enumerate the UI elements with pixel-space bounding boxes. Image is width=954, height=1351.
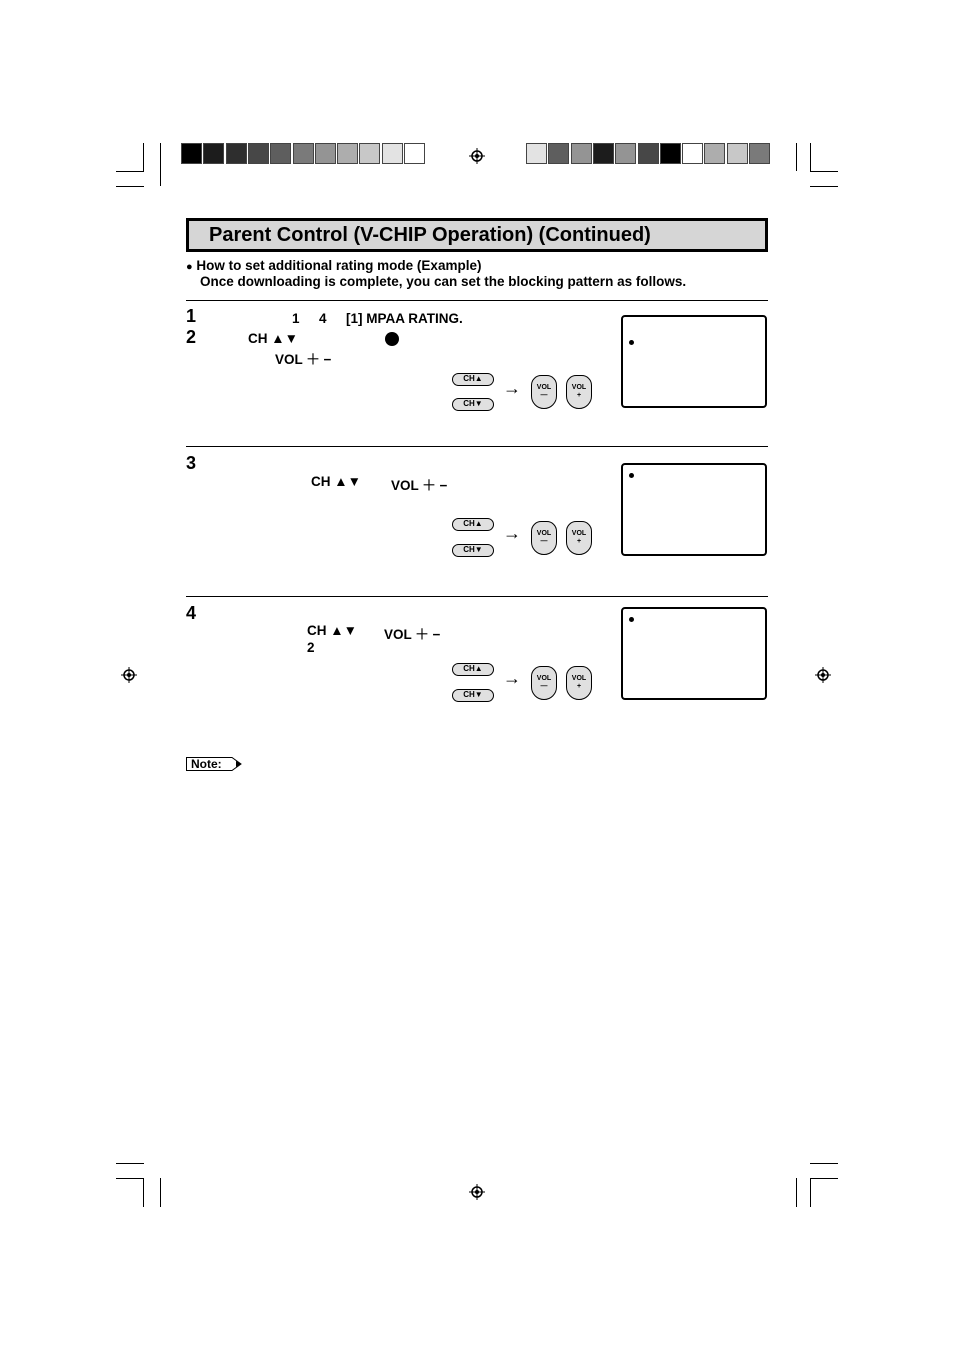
bullet-icon xyxy=(629,340,634,345)
vol-plus-button[interactable] xyxy=(566,521,592,555)
black-dot-icon xyxy=(385,332,399,346)
minus-icon: — xyxy=(540,392,548,399)
page-title: Parent Control (V-CHIP Operation) (Continued) xyxy=(209,224,651,246)
color-swatch xyxy=(404,143,425,164)
right-arrow-icon: → xyxy=(503,523,521,543)
step3-vol-keys: VOL ＋ − xyxy=(391,478,448,493)
ch-down-button[interactable]: CH▼ xyxy=(452,689,494,702)
intro-text: Once downloading is complete, you can set the blocking pattern as follows. xyxy=(200,274,687,289)
step2-vol-keys: VOL ＋ − xyxy=(275,352,332,367)
intro-bullet-line xyxy=(186,258,481,273)
step1-text-1: 1 xyxy=(292,311,300,326)
right-arrow-icon: → xyxy=(503,378,521,398)
color-swatch xyxy=(315,143,336,164)
color-swatch xyxy=(749,143,770,164)
vol-label: VOL xyxy=(536,530,552,537)
step2-ch-keys: CH ▲▼ xyxy=(248,331,298,346)
minus-icon: — xyxy=(540,538,548,545)
tv-screen-display xyxy=(621,607,767,700)
ch-up-button[interactable]: CH▲ xyxy=(452,518,494,531)
ch-up-button[interactable]: CH▲ xyxy=(452,663,494,676)
divider xyxy=(186,446,768,447)
right-arrow-icon: → xyxy=(503,668,521,688)
vol-label: VOL xyxy=(536,384,552,391)
intro-heading: How to set additional rating mode (Example) xyxy=(196,258,482,273)
step4-vol-keys: VOL ＋ − xyxy=(384,627,441,642)
color-swatch xyxy=(593,143,614,164)
plus-icon: + xyxy=(576,538,582,545)
vol-plus-button[interactable] xyxy=(566,666,592,700)
ch-down-button[interactable]: CH▼ xyxy=(452,398,494,411)
divider xyxy=(186,300,768,301)
color-swatch xyxy=(571,143,592,164)
registration-mark-icon xyxy=(121,667,137,683)
color-swatch xyxy=(660,143,681,164)
divider xyxy=(186,596,768,597)
vol-plus-button[interactable] xyxy=(566,375,592,409)
step4-text-2: 2 xyxy=(307,640,315,655)
step3-ch-keys: CH ▲▼ xyxy=(311,474,361,489)
title-banner xyxy=(186,218,768,252)
color-swatch xyxy=(359,143,380,164)
vol-minus-button[interactable] xyxy=(531,521,557,555)
vol-minus-button[interactable] xyxy=(531,375,557,409)
step1-text-4: 4 xyxy=(319,311,327,326)
step-number-2: 2 xyxy=(186,327,197,347)
color-swatch xyxy=(337,143,358,164)
ch-down-button[interactable]: CH▼ xyxy=(452,544,494,557)
tv-screen-display xyxy=(621,315,767,408)
vol-label: VOL xyxy=(571,530,587,537)
registration-mark-icon xyxy=(469,148,485,164)
minus-icon: — xyxy=(540,683,548,690)
note-tag xyxy=(186,757,242,771)
color-swatch xyxy=(727,143,748,164)
color-swatch xyxy=(638,143,659,164)
color-swatch xyxy=(203,143,224,164)
color-swatch xyxy=(548,143,569,164)
color-swatch xyxy=(526,143,547,164)
color-swatch xyxy=(181,143,202,164)
color-swatch xyxy=(615,143,636,164)
plus-icon: + xyxy=(576,392,582,399)
plus-icon: + xyxy=(576,683,582,690)
note-label: Note: xyxy=(191,757,222,771)
step1-mpaa-rating: [1] MPAA RATING. xyxy=(346,311,463,326)
step-number-4: 4 xyxy=(186,603,197,623)
bullet-icon: ● xyxy=(186,261,193,273)
step-number-3: 3 xyxy=(186,453,197,473)
step4-ch-keys: CH ▲▼ xyxy=(307,623,357,638)
vol-minus-button[interactable] xyxy=(531,666,557,700)
color-swatch xyxy=(382,143,403,164)
color-swatch xyxy=(226,143,247,164)
registration-mark-icon xyxy=(469,1184,485,1200)
color-swatch xyxy=(293,143,314,164)
step-number-1: 1 xyxy=(186,306,197,326)
vol-label: VOL xyxy=(536,675,552,682)
registration-mark-icon xyxy=(815,667,831,683)
bullet-icon xyxy=(629,473,634,478)
color-swatch xyxy=(270,143,291,164)
bullet-icon xyxy=(629,617,634,622)
color-swatch xyxy=(704,143,725,164)
ch-up-button[interactable]: CH▲ xyxy=(452,373,494,386)
vol-label: VOL xyxy=(571,384,587,391)
color-swatch xyxy=(248,143,269,164)
color-swatch xyxy=(682,143,703,164)
vol-label: VOL xyxy=(571,675,587,682)
tv-screen-display xyxy=(621,463,767,556)
